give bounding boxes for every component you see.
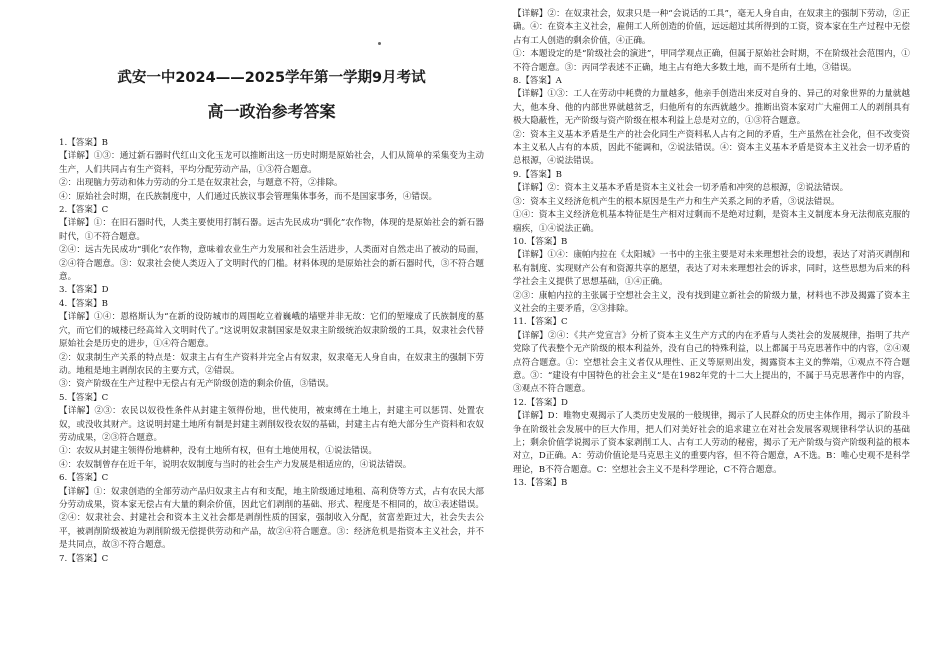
answer-line: 1.【答案】B bbox=[59, 138, 108, 148]
document-subtitle: 高一政治参考答案 bbox=[207, 102, 336, 121]
explanation-paragraph: ①：本题设定的是“阶级社会的演进”，甲同学观点正确，但属于原始社会时期，不在阶级社会范围内，①不符合题意。③：丙同学表述不正确，地主占有绝大多数土地，而不是所有土地，③错误。 bbox=[513, 49, 910, 73]
explanation-paragraph: ②：奴隶制生产关系的特点是：奴隶主占有生产资料并完全占有奴隶，奴隶毫无人身自由，在奴隶主的强制下劳动。地租是地主剥削农民的主要方式，②错误。 bbox=[59, 352, 484, 376]
answer-line: 13.【答案】B bbox=[513, 478, 568, 489]
answer-line: 4.【答案】B bbox=[59, 298, 108, 309]
answer-line: 6.【答案】C bbox=[59, 473, 109, 484]
answer-line: 7.【答案】C bbox=[59, 553, 109, 564]
answer-line: 9.【答案】B bbox=[513, 169, 562, 180]
answer-line: 11.【答案】C bbox=[513, 317, 568, 328]
answer-line: 12.【答案】D bbox=[513, 397, 568, 408]
explanation-paragraph: ①④：资本主义经济危机基本特征是生产相对过剩而不是绝对过剩，是资本主义制度本身无法彻底克服的痼疾，①④说法正确。 bbox=[513, 210, 910, 234]
explanation-paragraph: 【详解】①：在旧石器时代，人类主要使用打制石器。远古先民成功“驯化”农作物，体现的是原始社会的新石器时代，①不符合题意。 bbox=[59, 218, 484, 242]
answer-line: 8.【答案】A bbox=[513, 76, 562, 87]
answer-line: 2.【答案】C bbox=[59, 205, 109, 216]
answer-line: 5.【答案】C bbox=[59, 392, 109, 403]
explanation-paragraph: ②④：远古先民成功“驯化”农作物，意味着农业生产力发展和社会生活进步，人类面对自然走出了被动的局面，②④符合题意。③：奴隶社会使人类迈入了文明时代的门槛。材料体现的是原始社会的新石器时代，③不符合题意。 bbox=[59, 245, 484, 283]
right-column bbox=[513, 8, 910, 491]
explanation-paragraph: 【详解】②：资本主义基本矛盾是资本主义社会一切矛盾和冲突的总根源，②说法错误。 bbox=[513, 183, 849, 194]
explanation-paragraph: ④：原始社会时期，在氏族制度中，人们通过氏族议事会管理集体事务，而不是国家事务，④错误。 bbox=[59, 191, 438, 202]
explanation-paragraph: ②：出现脑力劳动和体力劳动的分工是在奴隶社会，与题意不符，②排除。 bbox=[59, 178, 343, 189]
left-column bbox=[59, 137, 484, 566]
explanation-paragraph: 【详解】②③：农民以奴役性条件从封建主领得份地，世代使用，被束缚在土地上，封建主可以惩罚、处置农奴，或没收其财产。这说明封建土地所有制是封建主剥削奴役农奴的基础，封建主占有绝大部分生产资料和农奴劳动成果，②③符合题意。 bbox=[59, 406, 484, 443]
explanation-paragraph: ②③：康帕内拉的主张属于空想社会主义，没有找到建立新社会的阶级力量，材料也不涉及揭露了资本主义社会的主要矛盾，②③排除。 bbox=[513, 290, 910, 314]
explanation-paragraph: 【详解】①③：工人在劳动中耗费的力量越多，他亲手创造出来反对自身的、异己的对象世界的力量就越大，他本身、他的内部世界就越贫乏，归他所有的东西就越少。推断出资本家对广大雇佣工人的剥削具有极大隐蔽性，无产阶级与资产阶级在根本利益上总是对立的，①③符合题意。 bbox=[513, 89, 910, 127]
explanation-paragraph: 【详解】②④：《共产党宣言》分析了资本主义生产方式的内在矛盾与人类社会的发展规律，指明了共产党除了代表整个无产阶级的根本利益外，没有自己的特殊利益，以上都属于马克思著作中的内容，②④观点符合题意。①：空想社会主义者仅从理性、正义等原则出发，揭露资本主义的弊端，①观点不符合题意。③：“建设有中国特色的社会主义”是在1982年党的十二大上提出的，不属于马克思著作中的内容，③观点不符合题意。 bbox=[513, 330, 910, 395]
answer-line: 3.【答案】D bbox=[59, 285, 109, 296]
explanation-paragraph: ③：资本主义经济危机产生的根本原因是生产力和生产关系之间的矛盾，③说法错误。 bbox=[513, 196, 840, 207]
explanation-paragraph: ④：农奴制曾存在近千年，说明农奴制度与当时的社会生产力发展是相适应的，④说法错误。 bbox=[59, 459, 412, 470]
explanation-paragraph: 【详解】①：奴隶创造的全部劳动产品归奴隶主占有和支配，地主阶级通过地租、高利贷等方式，占有农民大部分劳动成果，资本家无偿占有大量的剩余价值，因此它们剥削的基础、形式、程度是不相同的，故①表述错误。②④：奴隶社会、封建社会和资本主义社会都是剥削性质的国家，强制收入分配，贫富差距过大，社会失去公平，被剥削阶级被迫为剥削阶级无偿提供劳动和产品，故②④符合题意。③：经济危机是指资本主义社会，并不是共同点，故③不符合题意。 bbox=[59, 486, 484, 551]
explanation-paragraph: 【详解】D：唯物史观揭示了人类历史发展的一般规律，揭示了人民群众的历史主体作用，揭示了阶段斗争在阶级社会发展中的巨大作用，把人们对美好社会的追求建立在对社会发展客观规律科学认识的基础上；剩余价值学说揭示了资本家剥削工人、占有工人劳动的秘密，揭示了无产阶级与资产阶级利益的根本对立，D正确。A：劳动价值论是马克思主义的重要内容，但不符合题意，A不选。B：唯心史观不是科学理论，B不符合题意。C：空想社会主义不是科学理论，C不符合题意。 bbox=[513, 411, 910, 475]
explanation-paragraph: 【详解】②：在奴隶社会，奴隶只是一种“会说话的工具”，毫无人身自由，在奴隶主的强制下劳动，②正确。④：在资本主义社会，雇佣工人所创造的价值，远远超过其所得到的工资，资本家在生产过程中无偿占有工人创造的剩余价值，④正确。 bbox=[513, 9, 910, 46]
explanation-paragraph: 【详解】①④：康帕内拉在《太阳城》一书中的主张主要是对未来理想社会的设想，表达了对消灭剥削和私有制度、实现财产公有和资源共享的愿望，表达了对未来理想社会的诉求，同时，这些思想为后来的科学社会主义提供了思想基础，①④正确。 bbox=[513, 250, 910, 288]
document-title: 武安一中2024——2025学年第一学期9月考试 bbox=[117, 70, 426, 86]
answer-line: 10.【答案】B bbox=[513, 236, 568, 247]
explanation-paragraph: ①：农奴从封建主领得份地耕种，没有土地所有权，但有土地使用权，①说法错误。 bbox=[59, 446, 377, 457]
explanation-paragraph: ③：资产阶级在生产过程中无偿占有无产阶级创造的剩余价值，③错误。 bbox=[59, 379, 335, 390]
page-dot bbox=[378, 42, 381, 45]
explanation-paragraph: ②：资本主义基本矛盾是生产的社会化同生产资料私人占有之间的矛盾，生产虽然在社会化，但不改变资本主义私人占有的本质，因此不能调和，②说法错误。④：资本主义基本矛盾是资本主义社会一切矛盾的总根源，④说法错误。 bbox=[513, 129, 910, 167]
explanation-paragraph: 【详解】①④：恩格斯认为“在新的设防城市的周围屹立着巍峨的墙壁并非无故：它们的堑壕成了氏族制度的墓穴，而它们的城楼已经高耸入文明时代了。”这说明奴隶制国家是奴隶主阶级统治奴隶阶级的工具，奴隶社会代替原始社会是历史的进步，①④符合题意。 bbox=[59, 312, 484, 350]
explanation-paragraph: 【详解】①③：通过新石器时代红山文化玉龙可以推断出这一历史时期是原始社会，人们从简单的采集变为主动生产，人们共同占有生产资料，平均分配劳动产品，①③符合题意。 bbox=[59, 151, 484, 175]
